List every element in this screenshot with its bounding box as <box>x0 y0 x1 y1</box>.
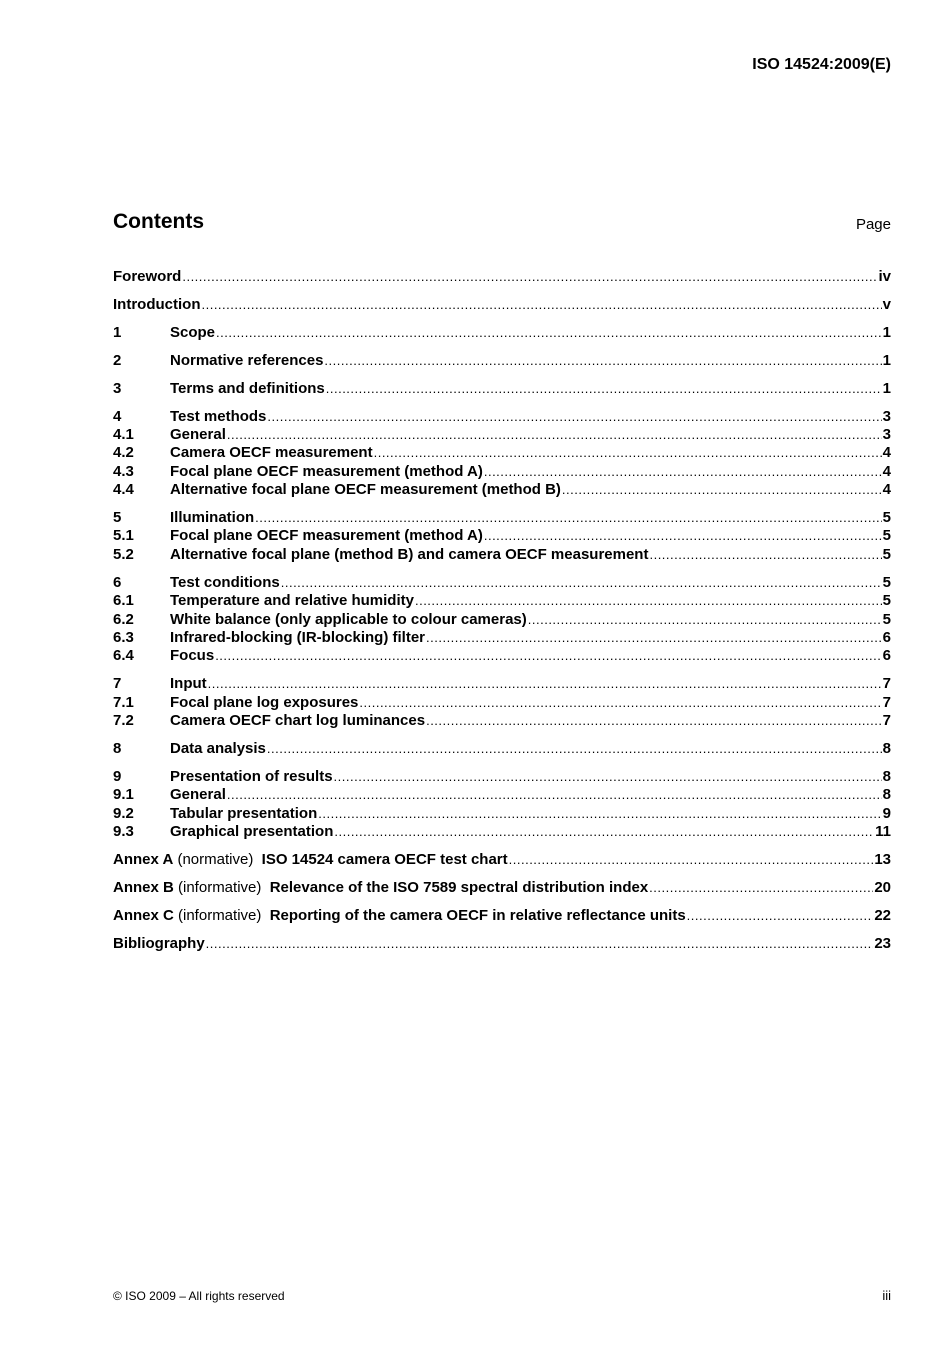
toc-entry-9-1[interactable] <box>113 786 891 804</box>
toc-entry-number: 6 <box>113 573 122 591</box>
annex-label: Annex A <box>113 851 174 869</box>
toc-entry-title: Illumination <box>170 509 255 527</box>
dot-leader <box>649 546 881 564</box>
toc-entry-title: Infrared-blocking (IR-blocking) filter <box>170 629 426 646</box>
toc-entry-3[interactable] <box>113 380 891 398</box>
toc-entry-number: 7 <box>113 675 122 693</box>
toc-entry-7-2[interactable] <box>113 712 891 730</box>
toc-entry-number: 9.1 <box>113 786 134 804</box>
toc-entry-5-2[interactable] <box>113 546 891 564</box>
toc-entry-title: Camera OECF measurement <box>170 444 373 462</box>
annex-name: ISO 14524 camera OECF test chart <box>261 851 508 869</box>
toc-entry-page: 7 <box>882 675 891 693</box>
toc-entry-page: 5 <box>882 610 891 628</box>
toc-entry-page: 1 <box>882 351 891 369</box>
toc-entry-title: Introduction <box>113 295 201 313</box>
toc-entry-page: 3 <box>882 425 891 443</box>
toc-entry-page: 7 <box>882 693 891 711</box>
toc-entry-number: 2 <box>113 351 122 369</box>
toc-entry-number: 4.3 <box>113 462 134 480</box>
toc-entry-page: iv <box>878 268 891 285</box>
dot-leader <box>215 647 881 665</box>
toc-entry-6-4[interactable] <box>113 647 891 665</box>
toc-entry-number: 5.2 <box>113 545 134 563</box>
toc-entry-4[interactable] <box>113 408 891 426</box>
dot-leader <box>208 675 882 693</box>
dot-leader <box>687 907 874 925</box>
toc-entry-page: 5 <box>882 573 891 591</box>
toc-annex-title <box>113 851 508 869</box>
toc-entry-title: Normative references <box>170 351 324 369</box>
toc-entry-introduction[interactable] <box>113 296 891 314</box>
toc-entry-number: 6.3 <box>113 629 134 646</box>
toc-entry-number: 9.3 <box>113 823 134 841</box>
toc-entry-bibliography[interactable] <box>113 935 891 953</box>
toc-entry-title: Camera OECF chart log luminances <box>170 712 426 730</box>
toc-entry-page: 11 <box>875 823 891 841</box>
toc-entry-number: 4.1 <box>113 425 134 443</box>
toc-entry-number: 4.4 <box>113 481 134 499</box>
annex-label: Annex C <box>113 906 174 924</box>
toc-entry-page: 8 <box>882 786 891 804</box>
annex-type: (informative) <box>178 906 262 924</box>
dot-leader <box>267 408 881 426</box>
toc-entry-8[interactable] <box>113 740 891 758</box>
toc-entry-4-4[interactable] <box>113 481 891 499</box>
toc-entry-title: Alternative focal plane (method B) and camera OECF measurement <box>170 545 649 563</box>
toc-entry-page: 4 <box>882 481 891 499</box>
toc-entry-title: Scope <box>170 323 216 341</box>
toc-entry-page: 3 <box>882 407 891 425</box>
toc-entry-page: 9 <box>882 804 891 822</box>
toc-entry-page: 5 <box>882 545 891 563</box>
toc-entry-title: General <box>170 786 226 804</box>
dot-leader <box>281 574 882 592</box>
toc-entry-title: Temperature and relative humidity <box>170 592 414 610</box>
dot-leader <box>426 712 882 730</box>
toc-entry-page: 13 <box>874 851 891 869</box>
page-column-label: Page <box>855 216 891 233</box>
toc-entry-page: 5 <box>882 527 891 545</box>
toc-entry-6[interactable] <box>113 574 891 592</box>
toc-entry-page: 20 <box>874 878 891 896</box>
toc-entry-page: 8 <box>882 767 891 785</box>
dot-leader <box>206 935 874 953</box>
toc-entry-foreword[interactable] <box>113 268 891 286</box>
annex-name: Relevance of the ISO 7589 spectral distribution index <box>269 878 649 896</box>
page-number: iii <box>882 1288 891 1303</box>
dot-leader <box>374 444 882 462</box>
dot-leader <box>326 380 882 398</box>
toc-entry-number: 6.4 <box>113 647 134 665</box>
toc-entry-title: Data analysis <box>170 740 266 758</box>
toc-entry-number: 4 <box>113 407 122 425</box>
toc-annex-title <box>113 907 686 925</box>
toc-entry-6-3[interactable] <box>113 629 891 647</box>
toc-annex-title <box>113 879 648 897</box>
dot-leader <box>201 296 881 314</box>
toc-entry-9-2[interactable] <box>113 805 891 823</box>
toc-entry-number: 6.1 <box>113 592 134 610</box>
toc-entry-page: 4 <box>882 462 891 480</box>
toc-entry-title: Tabular presentation <box>170 804 318 822</box>
dot-leader <box>528 611 882 629</box>
toc-entry-number: 1 <box>113 323 122 341</box>
toc-entry-number: 4.2 <box>113 444 134 462</box>
dot-leader <box>359 694 881 712</box>
toc-entry-page: 1 <box>882 379 891 397</box>
table-of-contents <box>113 268 891 953</box>
toc-entry-9-3[interactable] <box>113 823 891 841</box>
toc-entry-6-2[interactable] <box>113 611 891 629</box>
copyright-notice: © ISO 2009 – All rights reserved <box>113 1289 285 1303</box>
toc-entry-4-1[interactable] <box>113 426 891 444</box>
dot-leader <box>415 592 882 610</box>
toc-entry-page: 6 <box>882 629 891 646</box>
contents-heading-row <box>113 210 891 240</box>
toc-entry-page: 7 <box>882 712 891 730</box>
toc-entry-title: Test conditions <box>170 573 280 591</box>
toc-entry-1[interactable] <box>113 324 891 342</box>
annex-label: Annex B <box>113 878 174 896</box>
toc-entry-number: 7.2 <box>113 712 134 730</box>
toc-entry-page: 23 <box>874 934 891 952</box>
toc-entry-title: Focal plane log exposures <box>170 693 359 711</box>
dot-leader <box>318 805 881 823</box>
toc-entry-annex-a[interactable] <box>113 851 891 869</box>
toc-entry-number: 5 <box>113 509 122 527</box>
dot-leader <box>324 352 881 370</box>
toc-entry-title: Foreword <box>113 268 182 285</box>
toc-entry-number: 9.2 <box>113 804 134 822</box>
toc-entry-4-3[interactable] <box>113 463 891 481</box>
toc-entry-title: Alternative focal plane OECF measurement (method B) <box>170 481 561 499</box>
dot-leader <box>509 851 874 869</box>
toc-entry-title: Presentation of results <box>170 767 333 785</box>
annex-name: Reporting of the camera OECF in relative reflectance units <box>269 906 686 924</box>
toc-entry-7-1[interactable] <box>113 694 891 712</box>
toc-entry-7[interactable] <box>113 675 891 693</box>
toc-entry-annex-b[interactable] <box>113 879 891 897</box>
dot-leader <box>484 527 882 545</box>
toc-entry-title: Focal plane OECF measurement (method A) <box>170 462 483 480</box>
toc-entry-6-1[interactable] <box>113 592 891 610</box>
dot-leader <box>227 426 882 444</box>
dot-leader <box>227 786 882 804</box>
dot-leader <box>334 768 882 786</box>
dot-leader <box>216 324 882 342</box>
toc-entry-page: 8 <box>882 740 891 758</box>
toc-entry-5[interactable] <box>113 509 891 527</box>
toc-entry-page: v <box>882 295 891 313</box>
toc-entry-number: 7.1 <box>113 693 134 711</box>
toc-entry-title: Graphical presentation <box>170 823 334 841</box>
page-title: Contents <box>113 210 204 233</box>
toc-entry-page: 1 <box>882 323 891 341</box>
toc-entry-title: Test methods <box>170 407 267 425</box>
toc-entry-title: White balance (only applicable to colour cameras) <box>170 610 527 628</box>
dot-leader <box>426 629 882 647</box>
toc-entry-2[interactable] <box>113 352 891 370</box>
dot-leader <box>649 879 873 897</box>
toc-entry-title: General <box>170 425 226 443</box>
toc-entry-title: Terms and definitions <box>170 379 325 397</box>
annex-type: (informative) <box>178 878 262 896</box>
document-id: ISO 14524:2009(E) <box>752 56 891 73</box>
dot-leader <box>562 481 882 499</box>
toc-entry-5-1[interactable] <box>113 527 891 545</box>
toc-entry-page: 6 <box>882 647 891 665</box>
toc-entry-page: 4 <box>882 444 891 462</box>
toc-entry-title: Focus <box>170 647 215 665</box>
toc-entry-number: 8 <box>113 740 122 758</box>
toc-entry-page: 22 <box>874 906 891 924</box>
toc-entry-number: 5.1 <box>113 527 134 545</box>
annex-type: (normative) <box>177 851 254 869</box>
dot-leader <box>255 509 881 527</box>
toc-entry-number: 3 <box>113 379 122 397</box>
toc-entry-number: 9 <box>113 767 122 785</box>
dot-leader <box>267 740 882 758</box>
toc-entry-title: Focal plane OECF measurement (method A) <box>170 527 483 545</box>
dot-leader <box>182 268 877 286</box>
toc-entry-title: Input <box>170 675 207 693</box>
toc-entry-title: Bibliography <box>113 934 205 952</box>
dot-leader <box>334 823 874 841</box>
toc-entry-annex-c[interactable] <box>113 907 891 925</box>
toc-entry-4-2[interactable] <box>113 444 891 462</box>
toc-entry-page: 5 <box>882 592 891 610</box>
dot-leader <box>484 463 882 481</box>
toc-entry-9[interactable] <box>113 768 891 786</box>
toc-entry-number: 6.2 <box>113 610 134 628</box>
toc-entry-page: 5 <box>882 509 891 527</box>
